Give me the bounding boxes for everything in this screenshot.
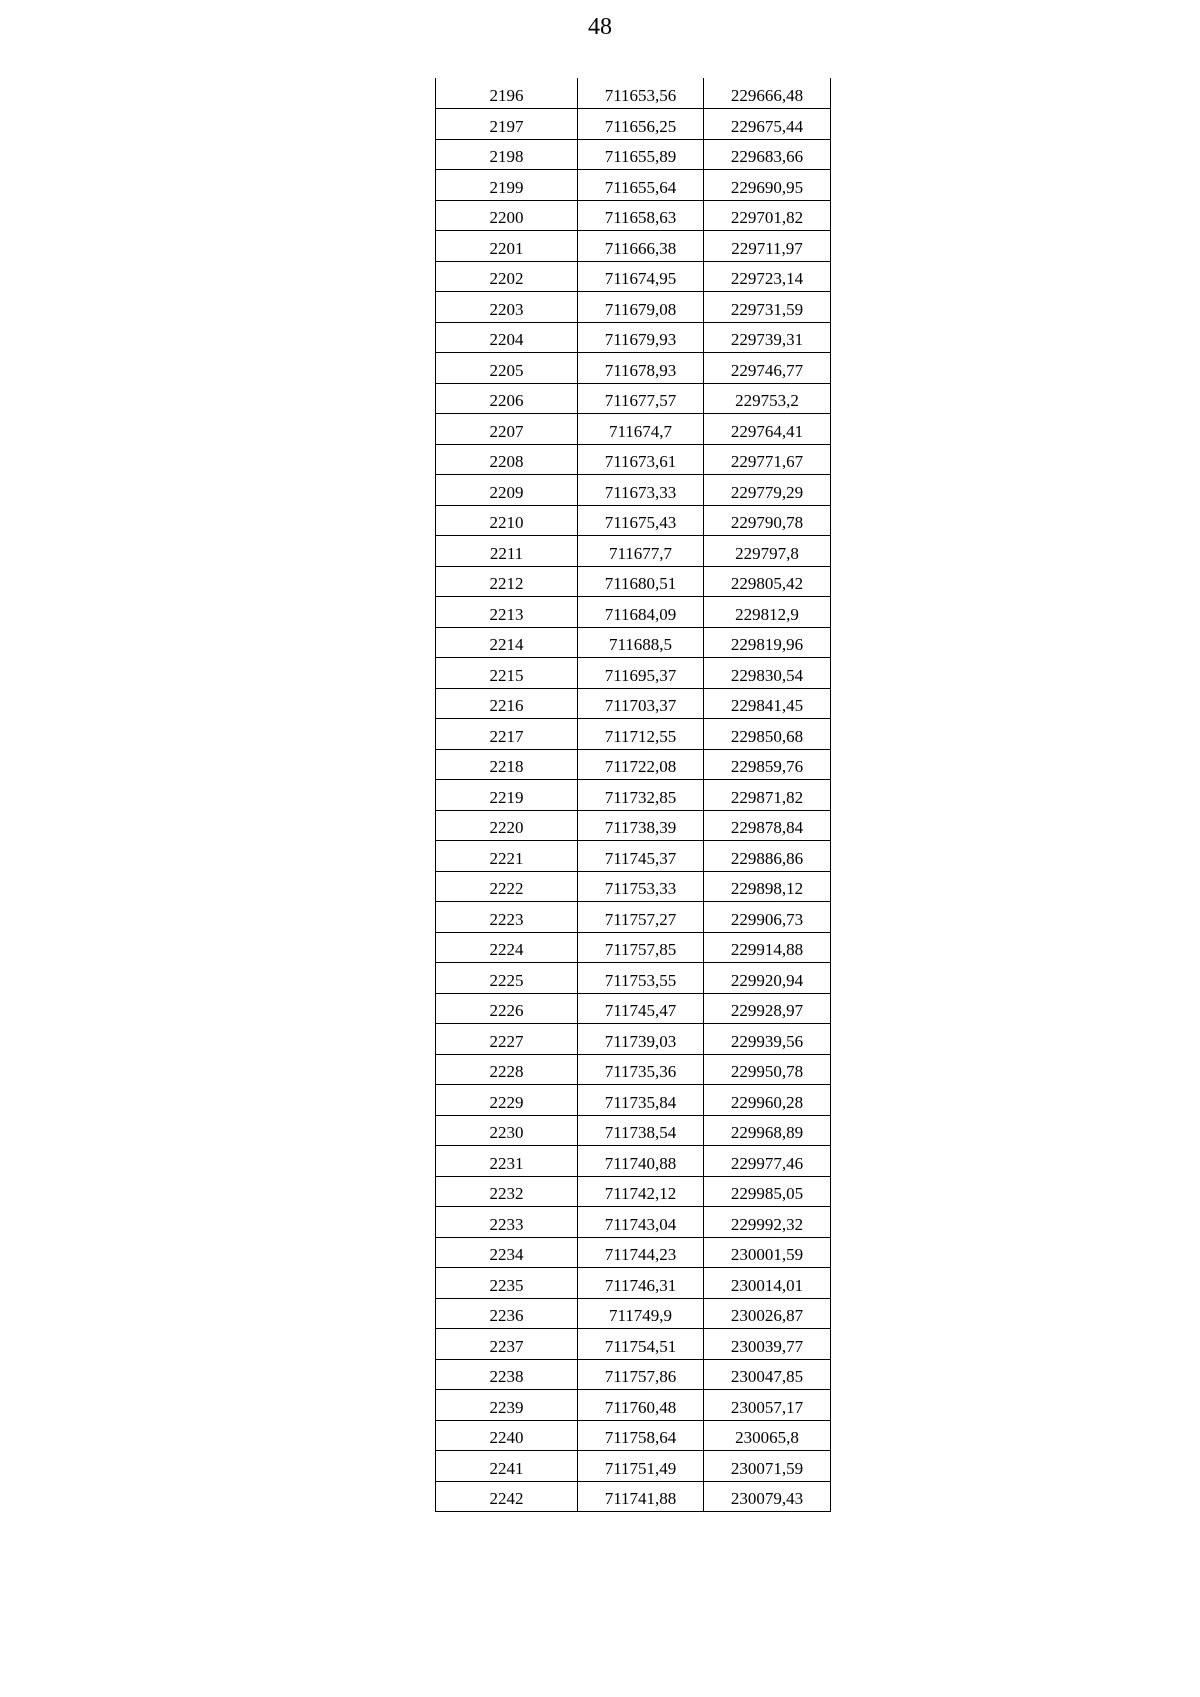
- table-row: [436, 1390, 831, 1421]
- point-number-cell: 2239: [436, 1390, 578, 1421]
- y-coordinate-cell: 229683,66: [704, 139, 831, 170]
- table-row: [436, 780, 831, 811]
- x-coordinate-cell: 711712,55: [578, 719, 704, 750]
- x-coordinate-cell: 711757,27: [578, 902, 704, 933]
- x-coordinate-cell: 711735,36: [578, 1054, 704, 1085]
- point-number-cell: 2213: [436, 597, 578, 628]
- y-coordinate-cell: 229812,9: [704, 597, 831, 628]
- x-coordinate-cell: 711746,31: [578, 1268, 704, 1299]
- y-coordinate-cell: 229898,12: [704, 871, 831, 902]
- table-row: [436, 1420, 831, 1451]
- x-coordinate-cell: 711760,48: [578, 1390, 704, 1421]
- point-number-cell: 2234: [436, 1237, 578, 1268]
- y-coordinate-cell: 229914,88: [704, 932, 831, 963]
- y-coordinate-cell: 229859,76: [704, 749, 831, 780]
- x-coordinate-cell: 711674,7: [578, 414, 704, 445]
- y-coordinate-cell: 230057,17: [704, 1390, 831, 1421]
- y-coordinate-cell: 229690,95: [704, 170, 831, 201]
- x-coordinate-cell: 711656,25: [578, 109, 704, 140]
- table-row: [436, 536, 831, 567]
- y-coordinate-cell: 229841,45: [704, 688, 831, 719]
- point-number-cell: 2202: [436, 261, 578, 292]
- table-row: [436, 810, 831, 841]
- table-row: [436, 1329, 831, 1360]
- table-row: [436, 1359, 831, 1390]
- point-number-cell: 2208: [436, 444, 578, 475]
- point-number-cell: 2199: [436, 170, 578, 201]
- x-coordinate-cell: 711745,37: [578, 841, 704, 872]
- x-coordinate-cell: 711749,9: [578, 1298, 704, 1329]
- table-row: [436, 200, 831, 231]
- table-row: [436, 383, 831, 414]
- table-row: [436, 1024, 831, 1055]
- point-number-cell: 2230: [436, 1115, 578, 1146]
- table-row: [436, 597, 831, 628]
- point-number-cell: 2228: [436, 1054, 578, 1085]
- x-coordinate-cell: 711744,23: [578, 1237, 704, 1268]
- point-number-cell: 2220: [436, 810, 578, 841]
- point-number-cell: 2237: [436, 1329, 578, 1360]
- table-row: [436, 1115, 831, 1146]
- point-number-cell: 2209: [436, 475, 578, 506]
- x-coordinate-cell: 711735,84: [578, 1085, 704, 1116]
- y-coordinate-cell: 229977,46: [704, 1146, 831, 1177]
- y-coordinate-cell: 229666,48: [704, 78, 831, 109]
- table-row: [436, 627, 831, 658]
- table-row: [436, 841, 831, 872]
- y-coordinate-cell: 229764,41: [704, 414, 831, 445]
- x-coordinate-cell: 711745,47: [578, 993, 704, 1024]
- y-coordinate-cell: 230065,8: [704, 1420, 831, 1451]
- y-coordinate-cell: 229906,73: [704, 902, 831, 933]
- point-number-cell: 2207: [436, 414, 578, 445]
- table-row: [436, 1298, 831, 1329]
- x-coordinate-cell: 711658,63: [578, 200, 704, 231]
- x-coordinate-cell: 711673,61: [578, 444, 704, 475]
- table-row: [436, 1085, 831, 1116]
- y-coordinate-cell: 229771,67: [704, 444, 831, 475]
- point-number-cell: 2229: [436, 1085, 578, 1116]
- point-number-cell: 2231: [436, 1146, 578, 1177]
- y-coordinate-cell: 229850,68: [704, 719, 831, 750]
- point-number-cell: 2214: [436, 627, 578, 658]
- y-coordinate-cell: 229753,2: [704, 383, 831, 414]
- table-row: [436, 932, 831, 963]
- x-coordinate-cell: 711655,89: [578, 139, 704, 170]
- table-row: [436, 1268, 831, 1299]
- y-coordinate-cell: 229871,82: [704, 780, 831, 811]
- y-coordinate-cell: 230047,85: [704, 1359, 831, 1390]
- x-coordinate-cell: 711751,49: [578, 1451, 704, 1482]
- table-row: [436, 1207, 831, 1238]
- x-coordinate-cell: 711678,93: [578, 353, 704, 384]
- point-number-cell: 2196: [436, 78, 578, 109]
- x-coordinate-cell: 711742,12: [578, 1176, 704, 1207]
- y-coordinate-cell: 229790,78: [704, 505, 831, 536]
- table-row: [436, 109, 831, 140]
- x-coordinate-cell: 711732,85: [578, 780, 704, 811]
- y-coordinate-cell: 229920,94: [704, 963, 831, 994]
- x-coordinate-cell: 711674,95: [578, 261, 704, 292]
- point-number-cell: 2233: [436, 1207, 578, 1238]
- table-row: [436, 566, 831, 597]
- x-coordinate-cell: 711695,37: [578, 658, 704, 689]
- table-row: [436, 353, 831, 384]
- y-coordinate-cell: 229731,59: [704, 292, 831, 323]
- point-number-cell: 2227: [436, 1024, 578, 1055]
- x-coordinate-cell: 711753,55: [578, 963, 704, 994]
- point-number-cell: 2215: [436, 658, 578, 689]
- point-number-cell: 2200: [436, 200, 578, 231]
- table-row: [436, 902, 831, 933]
- x-coordinate-cell: 711673,33: [578, 475, 704, 506]
- table-row: [436, 871, 831, 902]
- y-coordinate-cell: 229960,28: [704, 1085, 831, 1116]
- table-row: [436, 749, 831, 780]
- point-number-cell: 2219: [436, 780, 578, 811]
- point-number-cell: 2210: [436, 505, 578, 536]
- table-row: [436, 170, 831, 201]
- table-row: [436, 78, 831, 109]
- x-coordinate-cell: 711739,03: [578, 1024, 704, 1055]
- y-coordinate-cell: 229805,42: [704, 566, 831, 597]
- x-coordinate-cell: 711738,54: [578, 1115, 704, 1146]
- x-coordinate-cell: 711740,88: [578, 1146, 704, 1177]
- y-coordinate-cell: 229830,54: [704, 658, 831, 689]
- y-coordinate-cell: 229886,86: [704, 841, 831, 872]
- x-coordinate-cell: 711655,64: [578, 170, 704, 201]
- x-coordinate-cell: 711743,04: [578, 1207, 704, 1238]
- y-coordinate-cell: 229968,89: [704, 1115, 831, 1146]
- point-number-cell: 2201: [436, 231, 578, 262]
- point-number-cell: 2241: [436, 1451, 578, 1482]
- x-coordinate-cell: 711679,08: [578, 292, 704, 323]
- page-number: 48: [588, 14, 612, 40]
- y-coordinate-cell: 229992,32: [704, 1207, 831, 1238]
- table-row: [436, 1176, 831, 1207]
- x-coordinate-cell: 711653,56: [578, 78, 704, 109]
- point-number-cell: 2211: [436, 536, 578, 567]
- y-coordinate-cell: 230039,77: [704, 1329, 831, 1360]
- point-number-cell: 2197: [436, 109, 578, 140]
- point-number-cell: 2223: [436, 902, 578, 933]
- x-coordinate-cell: 711688,5: [578, 627, 704, 658]
- y-coordinate-cell: 229985,05: [704, 1176, 831, 1207]
- table-row: [436, 231, 831, 262]
- table-row: [436, 658, 831, 689]
- y-coordinate-cell: 229739,31: [704, 322, 831, 353]
- y-coordinate-cell: 229950,78: [704, 1054, 831, 1085]
- table-row: [436, 414, 831, 445]
- point-number-cell: 2198: [436, 139, 578, 170]
- y-coordinate-cell: 229746,77: [704, 353, 831, 384]
- x-coordinate-cell: 711758,64: [578, 1420, 704, 1451]
- point-number-cell: 2240: [436, 1420, 578, 1451]
- y-coordinate-cell: 229779,29: [704, 475, 831, 506]
- point-number-cell: 2217: [436, 719, 578, 750]
- y-coordinate-cell: 229723,14: [704, 261, 831, 292]
- y-coordinate-cell: 229675,44: [704, 109, 831, 140]
- y-coordinate-cell: 229939,56: [704, 1024, 831, 1055]
- y-coordinate-cell: 230026,87: [704, 1298, 831, 1329]
- table-row: [436, 505, 831, 536]
- point-number-cell: 2206: [436, 383, 578, 414]
- point-number-cell: 2216: [436, 688, 578, 719]
- point-number-cell: 2226: [436, 993, 578, 1024]
- point-number-cell: 2203: [436, 292, 578, 323]
- x-coordinate-cell: 711722,08: [578, 749, 704, 780]
- point-number-cell: 2205: [436, 353, 578, 384]
- x-coordinate-cell: 711680,51: [578, 566, 704, 597]
- y-coordinate-cell: 229701,82: [704, 200, 831, 231]
- x-coordinate-cell: 711754,51: [578, 1329, 704, 1360]
- point-number-cell: 2224: [436, 932, 578, 963]
- table-row: [436, 322, 831, 353]
- table-row: [436, 1451, 831, 1482]
- point-number-cell: 2242: [436, 1481, 578, 1512]
- y-coordinate-cell: 230071,59: [704, 1451, 831, 1482]
- point-number-cell: 2218: [436, 749, 578, 780]
- point-number-cell: 2238: [436, 1359, 578, 1390]
- x-coordinate-cell: 711757,85: [578, 932, 704, 963]
- point-number-cell: 2221: [436, 841, 578, 872]
- table-row: [436, 993, 831, 1024]
- y-coordinate-cell: 230079,43: [704, 1481, 831, 1512]
- y-coordinate-cell: 229878,84: [704, 810, 831, 841]
- x-coordinate-cell: 711677,57: [578, 383, 704, 414]
- x-coordinate-cell: 711738,39: [578, 810, 704, 841]
- table-row: [436, 444, 831, 475]
- x-coordinate-cell: 711679,93: [578, 322, 704, 353]
- table-row: [436, 1146, 831, 1177]
- table-row: [436, 963, 831, 994]
- point-number-cell: 2204: [436, 322, 578, 353]
- coordinates-table-body: [436, 78, 831, 1512]
- y-coordinate-cell: 229928,97: [704, 993, 831, 1024]
- y-coordinate-cell: 229819,96: [704, 627, 831, 658]
- point-number-cell: 2232: [436, 1176, 578, 1207]
- table-row: [436, 1054, 831, 1085]
- table-row: [436, 261, 831, 292]
- point-number-cell: 2212: [436, 566, 578, 597]
- x-coordinate-cell: 711675,43: [578, 505, 704, 536]
- table-row: [436, 139, 831, 170]
- x-coordinate-cell: 711677,7: [578, 536, 704, 567]
- y-coordinate-cell: 230001,59: [704, 1237, 831, 1268]
- x-coordinate-cell: 711753,33: [578, 871, 704, 902]
- table-row: [436, 1237, 831, 1268]
- table-row: [436, 719, 831, 750]
- x-coordinate-cell: 711741,88: [578, 1481, 704, 1512]
- x-coordinate-cell: 711684,09: [578, 597, 704, 628]
- table-row: [436, 688, 831, 719]
- y-coordinate-cell: 230014,01: [704, 1268, 831, 1299]
- x-coordinate-cell: 711703,37: [578, 688, 704, 719]
- y-coordinate-cell: 229711,97: [704, 231, 831, 262]
- x-coordinate-cell: 711757,86: [578, 1359, 704, 1390]
- table-row: [436, 292, 831, 323]
- point-number-cell: 2222: [436, 871, 578, 902]
- table-row: [436, 1481, 831, 1512]
- table-row: [436, 475, 831, 506]
- point-number-cell: 2235: [436, 1268, 578, 1299]
- x-coordinate-cell: 711666,38: [578, 231, 704, 262]
- coordinates-table: [435, 78, 831, 1512]
- y-coordinate-cell: 229797,8: [704, 536, 831, 567]
- point-number-cell: 2225: [436, 963, 578, 994]
- point-number-cell: 2236: [436, 1298, 578, 1329]
